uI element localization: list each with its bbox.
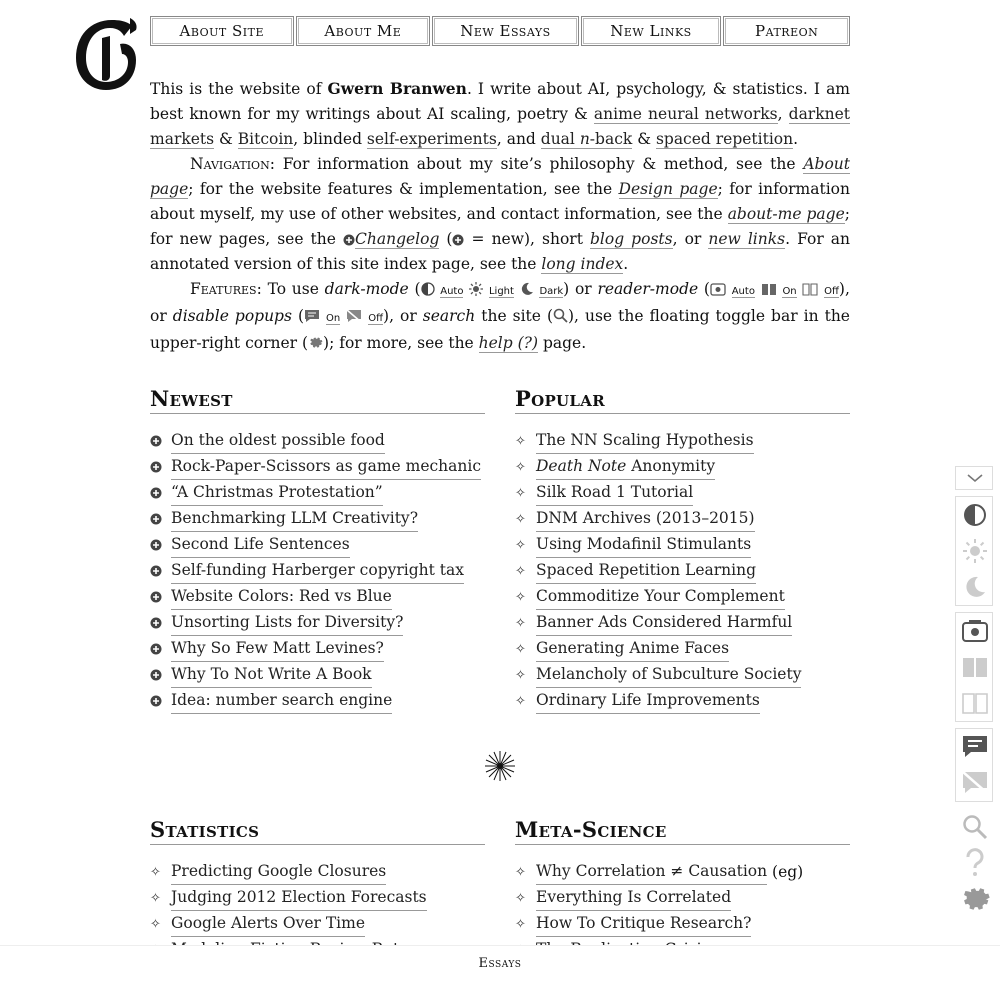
sparkle-icon: ✧ (150, 916, 161, 932)
gear-icon (308, 335, 323, 350)
text: (eg) (767, 862, 804, 881)
sun-icon[interactable] (956, 533, 994, 569)
newest-link[interactable]: Idea: number search engine (171, 688, 392, 714)
text: the site ( (475, 307, 553, 325)
sparkle-icon: ✧ (150, 864, 161, 880)
list-item (515, 584, 850, 610)
statistics-link[interactable]: Judging 2012 Election Forecasts (171, 885, 427, 911)
text: , blinded (293, 130, 367, 148)
newest-list (150, 428, 485, 714)
author-name: Gwern Branwen (327, 79, 467, 98)
text: ; for new pages, see the (150, 205, 850, 248)
text: & (214, 130, 238, 148)
navigation-label: Navigation (190, 155, 270, 173)
newest-link[interactable]: Second Life Sentences (171, 532, 350, 558)
text: : To use (256, 280, 325, 298)
newest-link[interactable]: Self-funding Harberger copyright tax (171, 558, 464, 584)
text: about-me page (727, 205, 845, 223)
popular-link[interactable]: Banner Ads Considered Harmful (536, 610, 792, 636)
popular-link[interactable]: Silk Road 1 Tutorial (536, 480, 693, 506)
list-item (150, 506, 485, 532)
toggle-collapse-group (955, 466, 993, 490)
list-item (515, 506, 850, 532)
link-help-page[interactable] (479, 334, 538, 353)
moon-icon (520, 282, 534, 296)
book-outline-icon (802, 282, 818, 296)
text: Death Note (536, 457, 627, 475)
sparkle-icon: ✧ (515, 511, 526, 527)
popular-link[interactable]: DNM Archives (2013–2015) (536, 506, 755, 532)
text: ( (698, 280, 710, 298)
popups-off-option[interactable]: Off (368, 313, 384, 324)
plus-circle-icon (150, 461, 171, 473)
newest-link[interactable]: On the oldest possible food (171, 428, 385, 454)
link-self-experiments[interactable]: self-experiments (366, 130, 497, 148)
text: ), use the floating toggle bar in the upper-right corner ( (150, 307, 850, 352)
text: n (579, 130, 590, 148)
link-long-index[interactable] (541, 255, 623, 274)
text: , and (496, 130, 541, 148)
plus-circle-icon (150, 435, 171, 447)
text: reader-mode (597, 280, 699, 298)
list-item (515, 532, 850, 558)
reader-mode-off-option[interactable]: Off (824, 286, 839, 297)
text: ), or (383, 307, 423, 325)
popular-link[interactable]: Spaced Repetition Learning (536, 558, 756, 584)
list-item (515, 428, 850, 454)
text: help (?) (478, 334, 539, 352)
newest-link[interactable]: Benchmarking LLM Creativity? (171, 506, 418, 532)
nav-about-me-button[interactable]: About Me (296, 16, 431, 46)
text: . (793, 130, 799, 148)
newest-link[interactable]: Website Colors: Red vs Blue (171, 584, 392, 610)
text: & (632, 130, 656, 148)
list-item (515, 480, 850, 506)
text: : For information about my site’s philosophy & method, see the (269, 155, 804, 173)
popular-link[interactable]: Ordinary Life Improvements (536, 688, 760, 714)
text: ( (439, 230, 453, 248)
text: About page (150, 155, 850, 198)
book-open-icon (761, 282, 777, 296)
sparkle-icon: ✧ (515, 641, 526, 657)
statistics-section (150, 816, 485, 963)
sparkle-icon: ✧ (515, 890, 526, 906)
features-paragraph (150, 277, 850, 356)
statistics-link[interactable]: Google Alerts Over Time (171, 911, 365, 937)
popular-link[interactable] (536, 454, 715, 480)
sparkle-icon: ✧ (515, 537, 526, 553)
nav-new-links-button[interactable]: New Links (581, 16, 722, 46)
plus-circle-icon (150, 695, 171, 707)
list-item (515, 662, 850, 688)
list-item (515, 558, 850, 584)
text: ( (291, 307, 304, 325)
link-blog-posts[interactable] (590, 230, 673, 249)
list-item (515, 885, 850, 911)
text: long index (541, 255, 624, 273)
text: ), or (150, 280, 850, 325)
nav-new-essays-button[interactable]: New Essays (432, 16, 579, 46)
text: new links (708, 230, 786, 248)
reader-mode-on-option[interactable]: On (782, 286, 797, 297)
newest-link[interactable]: Unsorting Lists for Diversity? (171, 610, 403, 636)
popups-on-option[interactable]: On (326, 313, 341, 324)
list-item (150, 558, 485, 584)
plus-circle-icon (452, 234, 464, 246)
metascience-link[interactable]: How To Critique Research? (536, 911, 751, 937)
sparkle-icon: ✧ (515, 563, 526, 579)
newest-link[interactable]: Why To Not Write A Book (171, 662, 372, 688)
link-new-links[interactable] (708, 230, 785, 249)
popular-list (515, 428, 850, 714)
plus-circle-icon (150, 617, 171, 629)
text: This is the website of (150, 80, 328, 98)
list-item (150, 636, 485, 662)
metascience-link[interactable]: Why Correlation ≠ Causation (536, 859, 767, 885)
nav-about-site-button[interactable]: About Site (150, 16, 294, 46)
book-outline-icon[interactable] (956, 685, 994, 721)
current-section-label: Essays (478, 956, 522, 971)
metascience-heading: Meta-Science (515, 816, 850, 845)
link-changelog[interactable] (355, 230, 439, 249)
half-circle-icon[interactable] (956, 497, 994, 533)
bottom-overlay (0, 945, 1000, 1001)
popups-toggle-group (955, 728, 993, 802)
plus-circle-icon (150, 565, 171, 577)
plus-circle-icon (343, 234, 355, 246)
sparkle-icon: ✧ (515, 589, 526, 605)
list-item (150, 885, 485, 911)
dark-mode-toggle-group (955, 496, 993, 606)
search-icon[interactable] (956, 809, 994, 845)
plus-circle-icon (150, 513, 171, 525)
list-item (515, 610, 850, 636)
list-item (515, 636, 850, 662)
list-item (150, 688, 485, 714)
text: Anonymity (626, 457, 716, 475)
link-dual-n-back[interactable] (541, 130, 633, 149)
navigation-paragraph (150, 152, 850, 277)
nav-patreon-button[interactable]: Patreon (723, 16, 850, 46)
popup-on-icon[interactable] (956, 729, 994, 765)
link-about-me-page[interactable] (728, 205, 845, 224)
list-item (150, 911, 485, 937)
list-item (515, 454, 850, 480)
question-icon[interactable] (956, 845, 994, 881)
link-darknet-markets[interactable]: darknet markets (150, 105, 850, 148)
sparkle-icon: ✧ (515, 433, 526, 449)
list-item (150, 584, 485, 610)
link-spaced-repetition[interactable]: spaced repetition (655, 130, 794, 148)
book-open-icon[interactable] (956, 649, 994, 685)
sparkle-icon: ✧ (150, 890, 161, 906)
dark-mode-auto-option[interactable]: Auto (440, 286, 464, 297)
popular-link[interactable]: The NN Scaling Hypothesis (536, 428, 754, 454)
popular-link[interactable]: Using Modafinil Stimulants (536, 532, 751, 558)
text: , (777, 105, 789, 123)
link-bitcoin[interactable]: Bitcoin (237, 130, 294, 148)
dark-mode-dark-option[interactable]: Dark (539, 286, 564, 297)
list-item (150, 532, 485, 558)
sparkle-icon: ✧ (515, 916, 526, 932)
sparkle-icon: ✧ (515, 864, 526, 880)
text: ) or (563, 280, 598, 298)
text: ; for information about myself, my use of other websites, and contact information, see the (150, 180, 850, 223)
text: dual (540, 130, 580, 148)
text: . For an annotated version of this site index page, see the (150, 230, 851, 273)
text: -back (589, 130, 633, 148)
popular-heading: Popular (515, 385, 850, 414)
list-item (150, 480, 485, 506)
statistics-heading: Statistics (150, 816, 485, 845)
popular-link[interactable]: Commoditize Your Complement (536, 584, 785, 610)
intro-text (150, 76, 850, 356)
list-item (515, 859, 850, 885)
plus-circle-icon (150, 487, 171, 499)
newest-link[interactable]: Why So Few Matt Levines? (171, 636, 384, 662)
reader-mode-toggle-group (955, 612, 993, 722)
gwern-logo-icon[interactable] (72, 14, 142, 94)
chevron-down-icon[interactable] (956, 467, 994, 489)
text: = new), short (464, 230, 590, 248)
intro-paragraph (150, 76, 850, 152)
list-item (150, 859, 485, 885)
sparkle-icon: ✧ (515, 485, 526, 501)
list-item (515, 688, 850, 714)
features-label: Features (190, 280, 257, 298)
text: Design page (618, 180, 718, 198)
sparkle-icon: ✧ (515, 615, 526, 631)
text: ); for more, see the (323, 334, 479, 352)
plus-circle-icon (150, 539, 171, 551)
sparkle-icon: ✧ (515, 459, 526, 475)
newest-heading: Newest (150, 385, 485, 414)
popular-link[interactable]: Generating Anime Faces (536, 636, 729, 662)
reader-auto-icon[interactable] (956, 613, 994, 649)
newest-link[interactable]: “A Christmas Protestation” (171, 480, 383, 506)
list-item (515, 911, 850, 937)
reader-mode-auto-option[interactable]: Auto (731, 286, 755, 297)
text: disable popups (172, 307, 292, 325)
text: page. (538, 334, 587, 352)
search-icon (553, 308, 568, 323)
plus-circle-icon (150, 591, 171, 603)
sun-icon (469, 282, 483, 296)
list-item (150, 662, 485, 688)
plus-circle-icon (150, 643, 171, 655)
search-help-group (955, 808, 993, 918)
text: . I write about AI, psychology, & statistics. I am best known for my writings about AI scaling, poetry & (150, 80, 851, 123)
popup-on-icon (304, 309, 320, 323)
metascience-section (515, 816, 850, 963)
link-anime-neural-networks[interactable]: anime neural networks (593, 105, 778, 123)
text: search (422, 307, 476, 325)
popular-section (515, 385, 850, 714)
text: ( (408, 280, 421, 298)
text: dark-mode (324, 280, 409, 298)
text: . (623, 255, 629, 273)
popup-off-icon (346, 309, 362, 323)
text: blog posts (590, 230, 673, 248)
statistics-link[interactable]: Predicting Google Closures (171, 859, 386, 885)
dark-mode-light-option[interactable]: Light (488, 286, 514, 297)
newest-section (150, 385, 485, 714)
popup-off-icon[interactable] (956, 765, 994, 801)
gear-icon[interactable] (956, 881, 994, 917)
sparkle-icon: ✧ (515, 693, 526, 709)
starburst-divider-icon (484, 750, 516, 782)
link-design-page[interactable] (619, 180, 718, 199)
list-item (150, 428, 485, 454)
text: , or (672, 230, 709, 248)
half-circle-icon (421, 282, 435, 296)
toggle-bar (955, 466, 993, 924)
top-navigation (150, 16, 850, 46)
text: Changelog (355, 230, 440, 248)
plus-circle-icon (150, 669, 171, 681)
text: ; for the website features & implementation, see the (188, 180, 619, 198)
list-item (150, 610, 485, 636)
reader-auto-icon (710, 282, 726, 296)
sparkle-icon: ✧ (515, 667, 526, 683)
list-item (150, 454, 485, 480)
moon-icon[interactable] (956, 569, 994, 605)
metascience-link[interactable]: Everything Is Correlated (536, 885, 731, 911)
newest-link[interactable]: Rock-Paper-Scissors as game mechanic (171, 454, 481, 480)
popular-link[interactable]: Melancholy of Subculture Society (536, 662, 801, 688)
